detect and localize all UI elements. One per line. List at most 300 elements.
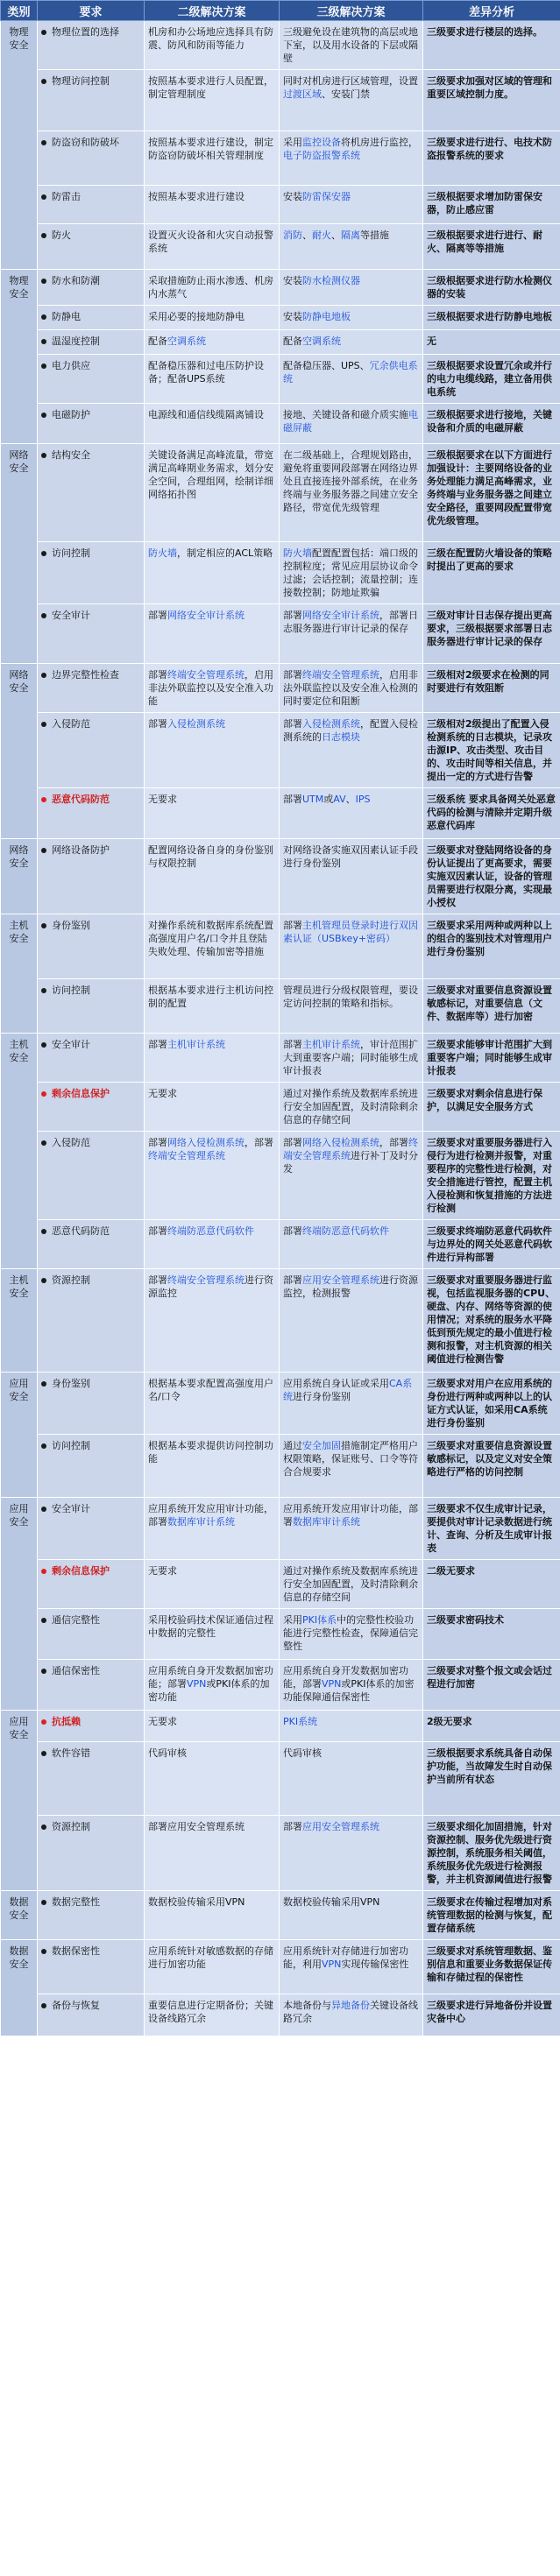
- level2-solution-cell: [145, 330, 280, 355]
- cell-text: 三级要求终端防恶意代码软件与边界处的网关处恶意代码软件进行异构部署: [427, 1225, 552, 1263]
- gap-analysis-cell: [423, 131, 560, 186]
- category-cell: [1, 839, 38, 914]
- level3-solution-cell: [280, 1816, 423, 1891]
- level3-solution-cell: [280, 131, 423, 186]
- cell-text: 三级根据要求进行防水检测仪器的安装: [427, 275, 552, 300]
- gap-analysis-cell: [423, 1269, 560, 1373]
- cell-text: 三级要求加强对区域的管理和重要区域控制力度。: [427, 75, 552, 100]
- bullet-icon: [41, 339, 46, 344]
- gap-analysis-cell: [423, 186, 560, 224]
- level3-solution-cell: [280, 1220, 423, 1269]
- highlighted-text: 终端安全管理系统: [302, 669, 379, 681]
- bullet-icon: [41, 988, 46, 993]
- highlighted-text: 异地备份: [331, 2000, 370, 2011]
- table-row: [1, 404, 560, 444]
- cell-text: 部署: [148, 669, 167, 681]
- gap-analysis-cell: [423, 330, 560, 355]
- requirement-label: 物理访问控制: [52, 75, 110, 87]
- cell-text: 在二级基础上，合理规划路由，避免将重要网段部署在网络边界处且直接连接外部系统，在业务终端与业务服务器之间建立安全路径，带宽优先级管理: [283, 449, 418, 513]
- gap-analysis-cell: [423, 1083, 560, 1132]
- highlighted-text: 终端安全管理系统: [148, 1150, 225, 1161]
- level3-solution-cell: [280, 355, 423, 404]
- header-row: [1, 1, 560, 21]
- highlighted-text: 入侵检测系统: [167, 718, 225, 730]
- bullet-icon: [41, 613, 46, 618]
- requirement-cell: [38, 444, 145, 542]
- cell-text: ，启用非法外联监控以及安全准入功能: [148, 669, 273, 707]
- table-row: [1, 1891, 560, 1940]
- cell-text: 安装: [283, 191, 302, 202]
- header-requirement: 要求: [38, 1, 145, 21]
- highlighted-text: 过渡区域: [283, 88, 322, 100]
- requirement-cell: [38, 1498, 145, 1560]
- requirement-label: 通信完整性: [52, 1614, 100, 1626]
- cell-text: 关键设备线路冗余: [283, 2000, 418, 2024]
- bullet-icon: [41, 453, 46, 458]
- category-cell: [1, 1373, 38, 1498]
- table-row: [1, 713, 560, 788]
- cell-text: 应用系统自身认证或采用: [283, 1378, 389, 1389]
- gap-analysis-cell: [423, 604, 560, 664]
- gap-analysis-cell: [423, 1220, 560, 1269]
- cell-text: 应用系统针对敏感数据的存储进行加密功能: [148, 1945, 273, 1970]
- requirement-label: 数据保密性: [52, 1945, 100, 1957]
- cell-text: 或PKI体系的加密功能保障通信保密性: [283, 1678, 415, 1703]
- table-row: [1, 1269, 560, 1373]
- table-row: [1, 979, 560, 1034]
- level2-solution-cell: [145, 1742, 280, 1816]
- level2-solution-cell: [145, 839, 280, 914]
- cell-text: 配备稳压器、UPS、: [283, 360, 370, 371]
- table-row: [1, 1373, 560, 1435]
- cell-text: 三级根据要求增加防雷保安器，防止感应雷: [427, 191, 542, 215]
- requirement-label: 安全审计: [52, 610, 90, 621]
- requirement-label: 数据完整性: [52, 1896, 100, 1908]
- cell-text: 部署: [283, 610, 302, 621]
- cell-text: 三级要求对重要信息资源设置敏感标记，以及定义对安全策略进行严格的访问控制: [427, 1440, 552, 1478]
- gap-analysis-cell: [423, 355, 560, 404]
- requirement-cell: [38, 1891, 145, 1940]
- cell-text: 重要信息进行定期备份；关键设备线路冗余: [148, 2000, 273, 2024]
- level2-solution-cell: [145, 224, 280, 270]
- highlighted-text: VPN: [322, 1958, 342, 1970]
- requirement-label: 安全审计: [52, 1503, 90, 1514]
- category-cell: [1, 914, 38, 1034]
- cell-text: 三级要求对用户在应用系统的身份进行两种或两种以上的认证方式认证，如采用CA系统进行身份鉴别: [427, 1378, 552, 1429]
- requirement-cell: [38, 131, 145, 186]
- bullet-icon: [41, 79, 46, 84]
- cell-text: 应用系统自身开发数据加密功能，部署: [283, 1665, 408, 1690]
- cell-text: 二级无要求: [427, 1565, 475, 1577]
- level2-solution-cell: [145, 1435, 280, 1498]
- gap-analysis-cell: [423, 1742, 560, 1816]
- table-body: [1, 21, 560, 2036]
- cell-text: 、: [302, 229, 312, 241]
- level3-solution-cell: [280, 330, 423, 355]
- cell-text: 中的完整性校验功能进行完整性检查，保障通信完整性: [283, 1614, 418, 1652]
- highlighted-text: 数据库审计系统: [167, 1516, 235, 1528]
- cell-text: 三级要求进行异地备份并设置灾备中心: [427, 2000, 552, 2024]
- requirement-cell: [38, 306, 145, 330]
- cell-text: 通过对操作系统及数据库系统进行安全加固配置，及时清除剩余信息的存储空间: [283, 1088, 418, 1126]
- bullet-icon: [41, 1443, 46, 1449]
- gap-analysis-cell: [423, 224, 560, 270]
- cell-text: 三级要求对重要信息资源设置敏感标记，对重要信息（文件、数据库等）进行加密: [427, 985, 552, 1022]
- cell-text: 三级要求对重要服务器进行入侵行为进行检测并报警，对重要程序的完整性进行检测，对安全措施进行管控，配置主机入侵检测和恢复措施的方法进行检测: [427, 1137, 552, 1214]
- cell-text: 或PKI体系的加密功能: [148, 1678, 270, 1703]
- cell-text: 三级要求对整个报文或会话过程进行加密: [427, 1665, 552, 1690]
- level3-solution-cell: [280, 1994, 423, 2036]
- gap-analysis-cell: [423, 979, 560, 1034]
- level3-solution-cell: [280, 1891, 423, 1940]
- level3-solution-cell: [280, 839, 423, 914]
- cell-text: 无要求: [148, 794, 177, 805]
- cell-text: 通过: [283, 1440, 302, 1451]
- requirement-label: 电磁防护: [52, 409, 90, 420]
- cell-text: 三级避免设在建筑物的高层或地下室，以及用水设备的下层或隔壁: [283, 26, 418, 64]
- cell-text: 配备稳压器和过电压防护设备；配备UPS系统: [148, 360, 264, 385]
- cell-text: 2级无要求: [427, 1716, 472, 1727]
- category-cell: [1, 1711, 38, 1891]
- highlighted-text: 主机管理员登录时进行双因素认证（USBkey+密码）: [283, 920, 418, 944]
- table-row: [1, 604, 560, 664]
- requirement-label: 网络设备防护: [52, 844, 110, 856]
- cell-text: 采取措施防止雨水渗透、机房内水蒸气: [148, 275, 273, 300]
- category-label: 应用 安全: [9, 1716, 29, 1740]
- cell-text: 三级要求对剩余信息进行保护，以满足安全服务方式: [427, 1088, 542, 1112]
- gap-analysis-cell: [423, 664, 560, 713]
- table-row: [1, 224, 560, 270]
- bullet-icon: [41, 2003, 46, 2008]
- requirement-cell: [38, 839, 145, 914]
- cell-text: 采用: [283, 1614, 302, 1626]
- category-label: 数据 安全: [9, 1945, 29, 1970]
- requirement-label: 资源控制: [52, 1274, 90, 1286]
- level2-solution-cell: [145, 542, 280, 604]
- level3-solution-cell: [280, 1132, 423, 1220]
- cell-text: 三级要求对重要服务器进行监视，包括监视服务器的CPU、硬盘、内存、网络等资源的使用情况；对系统的服务水平降低到预先规定的最小值进行检测和报警，对主机资源的相关阈值进行检测告警: [427, 1274, 556, 1365]
- cell-text: 三级要求进行楼层的选择。: [427, 26, 542, 38]
- requirement-cell: [38, 186, 145, 224]
- gap-analysis-cell: [423, 21, 560, 70]
- level3-solution-cell: [280, 404, 423, 444]
- gap-analysis-cell: [423, 404, 560, 444]
- gap-analysis-cell: [423, 1373, 560, 1435]
- level2-solution-cell: [145, 70, 280, 131]
- level2-solution-cell: [145, 1498, 280, 1560]
- category-label: 物理 安全: [9, 275, 29, 300]
- requirement-cell: [38, 21, 145, 70]
- cell-text: 应用系统开发应用审计功能，部署: [283, 1503, 418, 1528]
- cell-text: 本地备份与: [283, 2000, 331, 2011]
- cell-text: 三级要求进行进行、电技术防盗报警系统的要求: [427, 137, 552, 161]
- requirement-label: 剩余信息保护: [52, 1088, 110, 1099]
- requirement-cell: [38, 1994, 145, 2036]
- level3-solution-cell: [280, 1373, 423, 1435]
- highlighted-text: 终端安全管理系统: [283, 1137, 418, 1161]
- cell-text: 三级根据要求在以下方面进行加强设计：主要网络设备的业务处理能力满足高峰需求，业务终端与业务服务器之间建立安全路径，重要网段配置带宽优先级管理。: [427, 449, 552, 526]
- level3-solution-cell: [280, 1498, 423, 1560]
- requirement-label: 抗抵赖: [52, 1716, 81, 1727]
- level2-solution-cell: [145, 131, 280, 186]
- cell-text: 三级要求采用两种或两种以上的组合的鉴别技术对管理用户进行身份鉴别: [427, 920, 552, 957]
- category-cell: [1, 444, 38, 664]
- level3-solution-cell: [280, 1660, 423, 1711]
- bullet-icon: [41, 233, 46, 238]
- highlighted-text: VPN: [322, 1678, 342, 1690]
- cell-text: 进行资源监控: [148, 1274, 273, 1299]
- bullet-icon: [41, 1824, 46, 1830]
- bullet-icon: [41, 279, 46, 284]
- highlighted-text: AV: [333, 794, 346, 805]
- highlighted-text: 消防: [283, 229, 302, 241]
- cell-text: 三级根据要求设置冗余或并行的电力电缆线路，建立备用供电系统: [427, 360, 552, 398]
- gap-analysis-cell: [423, 306, 560, 330]
- cell-text: 三级根据要求进行接地，关键设备和介质的电磁屏蔽: [427, 409, 552, 434]
- cell-text: ，部署日志服务器进行审计记录的保存: [283, 610, 418, 634]
- level3-solution-cell: [280, 1609, 423, 1660]
- requirement-cell: [38, 1940, 145, 1994]
- level3-solution-cell: [280, 1435, 423, 1498]
- highlighted-text: 终端防恶意代码软件: [167, 1225, 254, 1237]
- category-label: 主机 安全: [9, 1274, 29, 1299]
- requirement-label: 防盗窃和防破坏: [52, 137, 119, 148]
- highlighted-text: 安全加固: [302, 1440, 341, 1451]
- cell-text: 进行身份鉴别: [293, 1391, 351, 1402]
- table-row: [1, 186, 560, 224]
- cell-text: 三级根据要求系统具备自动保护功能，当故障发生时自动保护当前所有状态: [427, 1747, 552, 1785]
- cell-text: 通过对操作系统及数据库系统进行安全加固配置，及时清除剩余信息的存储空间: [283, 1565, 418, 1603]
- category-label: 主机 安全: [9, 920, 29, 944]
- cell-text: ，部署: [379, 1137, 408, 1148]
- cell-text: 部署应用安全管理系统: [148, 1821, 245, 1832]
- requirement-cell: [38, 330, 145, 355]
- category-label: 网络 安全: [9, 844, 29, 869]
- cell-text: ，部署: [245, 1137, 273, 1148]
- gap-analysis-cell: [423, 713, 560, 788]
- table-row: [1, 1132, 560, 1220]
- red-bullet-icon: [41, 1091, 46, 1097]
- bullet-icon: [41, 1900, 46, 1905]
- level3-solution-cell: [280, 186, 423, 224]
- highlighted-text: 电磁屏蔽: [283, 409, 418, 434]
- table-row: [1, 355, 560, 404]
- requirement-cell: [38, 604, 145, 664]
- category-label: 应用 安全: [9, 1503, 29, 1528]
- requirement-cell: [38, 1560, 145, 1609]
- cell-text: 代码审核: [283, 1747, 322, 1759]
- cell-text: 按照基本要求进行建设，制定防盗窃防破坏相关管理制度: [148, 137, 273, 161]
- highlighted-text: 耐火: [312, 229, 331, 241]
- requirement-label: 剩余信息保护: [52, 1565, 110, 1577]
- requirement-label: 恶意代码防范: [52, 794, 110, 805]
- category-label: 主机 安全: [9, 1039, 29, 1063]
- category-label: 物理 安全: [9, 26, 29, 51]
- gap-analysis-cell: [423, 1816, 560, 1891]
- requirement-cell: [38, 542, 145, 604]
- level3-solution-cell: [280, 21, 423, 70]
- cell-text: 措施制定严格用户权限策略，保证账号、口令等符合合规要求: [283, 1440, 418, 1478]
- highlighted-text: 网络安全审计系统: [167, 610, 245, 621]
- highlighted-text: 防水检测仪器: [302, 275, 360, 286]
- requirement-label: 安全审计: [52, 1039, 90, 1050]
- level2-solution-cell: [145, 355, 280, 404]
- category-label: 网络 安全: [9, 449, 29, 474]
- cell-text: 三级相对2级要求在检测的同时要进行有效阻断: [427, 669, 549, 694]
- highlighted-text: 网络入侵检测系统: [302, 1137, 379, 1148]
- bullet-icon: [41, 140, 46, 145]
- cell-text: 部署: [283, 794, 302, 805]
- cell-text: 部署: [148, 1274, 167, 1286]
- cell-text: 根据基本要求配置高强度用户名/口令: [148, 1378, 273, 1402]
- header-level3-solution: 三级解决方案: [280, 1, 423, 21]
- requirement-cell: [38, 355, 145, 404]
- cell-text: 部署: [283, 1274, 302, 1286]
- level2-solution-cell: [145, 1994, 280, 2036]
- gap-analysis-cell: [423, 1891, 560, 1940]
- requirement-cell: [38, 270, 145, 306]
- cell-text: 部署: [283, 920, 302, 931]
- cell-text: 等措施: [360, 229, 389, 241]
- requirement-cell: [38, 979, 145, 1034]
- level2-solution-cell: [145, 1034, 280, 1083]
- highlighted-text: 空调系统: [302, 335, 341, 347]
- highlighted-text: 防火墙: [283, 547, 312, 559]
- cell-text: 应用系统针对存储进行加密功能，利用: [283, 1945, 408, 1970]
- cell-text: 、: [345, 794, 356, 805]
- cell-text: 对操作系统和数据库系统配置高强度用户名/口令并且登陆失败处理、传输加密等措施: [148, 920, 273, 957]
- table-row: [1, 306, 560, 330]
- level3-solution-cell: [280, 1560, 423, 1609]
- cell-text: 安装: [283, 311, 302, 322]
- requirement-label: 恶意代码防范: [52, 1225, 110, 1237]
- cell-text: 将机房进行监控，: [341, 137, 418, 148]
- bullet-icon: [41, 1949, 46, 1954]
- cell-text: 部署: [283, 669, 302, 681]
- table-row: [1, 788, 560, 839]
- cell-text: 三级根据要求进行进行、耐火、隔离等等措施: [427, 229, 542, 254]
- level3-solution-cell: [280, 914, 423, 979]
- level3-solution-cell: [280, 1940, 423, 1994]
- gap-analysis-cell: [423, 1435, 560, 1498]
- level3-solution-cell: [280, 979, 423, 1034]
- cell-text: 部署: [148, 1225, 167, 1237]
- requirement-cell: [38, 1220, 145, 1269]
- cell-text: ，审计范围扩大到重要客户端；同时能够生成审计报表: [283, 1039, 418, 1076]
- level2-solution-cell: [145, 1560, 280, 1609]
- gap-analysis-cell: [423, 1498, 560, 1560]
- table-row: [1, 444, 560, 542]
- cell-text: 部署: [148, 1137, 167, 1148]
- level2-solution-cell: [145, 404, 280, 444]
- bullet-icon: [41, 194, 46, 200]
- level2-solution-cell: [145, 1132, 280, 1220]
- cell-text: 按照基本要求进行建设: [148, 191, 245, 202]
- bullet-icon: [41, 1042, 46, 1048]
- cell-text: 设置灭火设备和火灾自动报警系统: [148, 229, 273, 254]
- level2-solution-cell: [145, 713, 280, 788]
- cell-text: 应用系统自身开发数据加密功能；部署: [148, 1665, 273, 1690]
- cell-text: 三级系统 要求具备网关处恶意代码的检测与清除并定期升级恶意代码库: [427, 794, 556, 831]
- requirement-cell: [38, 1711, 145, 1742]
- cell-text: 无要求: [148, 1716, 177, 1727]
- highlighted-text: 防雷保安器: [302, 191, 351, 202]
- requirement-cell: [38, 713, 145, 788]
- level2-solution-cell: [145, 1711, 280, 1742]
- category-cell: [1, 1034, 38, 1269]
- category-label: 数据 安全: [9, 1896, 29, 1921]
- bullet-icon: [41, 673, 46, 678]
- requirement-cell: [38, 70, 145, 131]
- bullet-icon: [41, 1140, 46, 1146]
- cell-text: 三级在配置防火墙设备的策略时提出了更高的要求: [427, 547, 552, 572]
- cell-text: 三级要求在传输过程增加对系统管理数据的检测与恢复，配置存储系统: [427, 1896, 552, 1934]
- level2-solution-cell: [145, 21, 280, 70]
- bullet-icon: [41, 1278, 46, 1283]
- level3-solution-cell: [280, 788, 423, 839]
- requirement-label: 防火: [52, 229, 71, 241]
- requirement-cell: [38, 1660, 145, 1711]
- requirement-label: 温湿度控制: [52, 335, 100, 347]
- level2-solution-cell: [145, 1269, 280, 1373]
- highlighted-text: 网络安全审计系统: [302, 610, 379, 621]
- level3-solution-cell: [280, 444, 423, 542]
- cell-text: 配置配置包括：端口级的控制粒度；常见应用层协议命令过滤；会话控制；流量控制；连接数控制；防地址欺骗: [283, 547, 418, 598]
- cell-text: 代码审核: [148, 1747, 187, 1759]
- level3-solution-cell: [280, 270, 423, 306]
- cell-text: 采用必要的接地防静电: [148, 311, 245, 322]
- table-row: [1, 839, 560, 914]
- cell-text: 电源线和通信线缆隔离铺设: [148, 409, 264, 420]
- level2-solution-cell: [145, 1891, 280, 1940]
- highlighted-text: 主机审计系统: [302, 1039, 360, 1050]
- level3-solution-cell: [280, 1269, 423, 1373]
- requirement-label: 身份鉴别: [52, 1378, 90, 1389]
- cell-text: 对网络设备实施双因素认证手段进行身份鉴别: [283, 844, 418, 869]
- highlighted-text: CA系统: [283, 1378, 413, 1402]
- gap-analysis-cell: [423, 1034, 560, 1083]
- category-cell: [1, 21, 38, 270]
- bullet-icon: [41, 551, 46, 556]
- requirement-label: 电力供应: [52, 360, 90, 371]
- cell-text: 配置网络设备自身的身份鉴别与权限控制: [148, 844, 273, 869]
- gap-analysis-cell: [423, 1940, 560, 1994]
- requirement-label: 访问控制: [52, 1440, 90, 1451]
- level3-solution-cell: [280, 1742, 423, 1816]
- gap-analysis-cell: [423, 788, 560, 839]
- category-cell: [1, 1269, 38, 1373]
- level3-solution-cell: [280, 306, 423, 330]
- requirement-label: 软件容错: [52, 1747, 90, 1759]
- level2-solution-cell: [145, 914, 280, 979]
- bullet-icon: [41, 1229, 46, 1234]
- cell-text: 根据基本要求提供访问控制功能: [148, 1440, 273, 1464]
- table-row: [1, 1711, 560, 1742]
- level3-solution-cell: [280, 713, 423, 788]
- gap-analysis-cell: [423, 270, 560, 306]
- requirement-label: 通信保密性: [52, 1665, 100, 1676]
- highlighted-text: 防静电地板: [302, 311, 351, 322]
- cell-text: 或: [323, 794, 334, 805]
- requirement-cell: [38, 914, 145, 979]
- gap-analysis-cell: [423, 70, 560, 131]
- requirement-cell: [38, 1132, 145, 1220]
- cell-text: 三级根据要求进行防静电地板: [427, 311, 552, 322]
- bullet-icon: [41, 1507, 46, 1512]
- highlighted-text: 隔离: [341, 229, 360, 241]
- highlighted-text: PKI体系: [302, 1614, 337, 1626]
- category-cell: [1, 664, 38, 839]
